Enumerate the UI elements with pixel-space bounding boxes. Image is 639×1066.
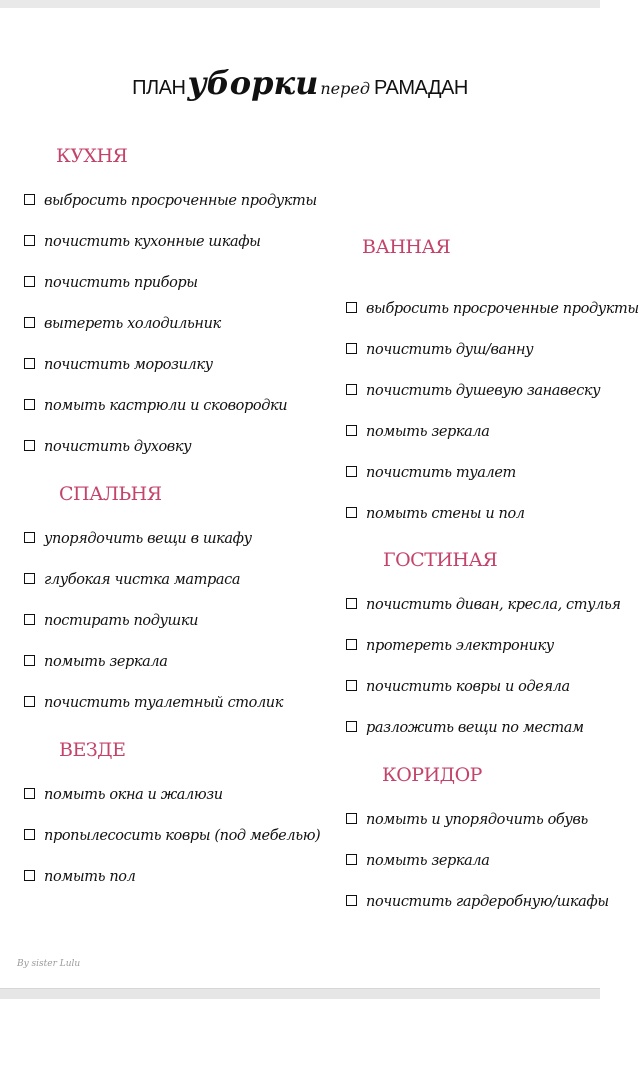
checkbox-icon[interactable] (24, 532, 35, 543)
checkbox-icon[interactable] (24, 399, 35, 410)
checklist-item-label: глубокая чистка матраса (44, 571, 241, 588)
checklist-item-label: почистить ковры и одеяла (366, 678, 570, 695)
checklist-item-label: помыть пол (44, 868, 136, 885)
checklist-item-label: почистить туалет (366, 464, 516, 481)
checkbox-icon[interactable] (346, 507, 357, 518)
page-title (0, 64, 600, 102)
checklist-item[interactable] (346, 666, 621, 707)
checklist-item[interactable] (24, 303, 317, 344)
checklist-item-label: почистить туалетный столик (44, 694, 283, 711)
checkbox-icon[interactable] (24, 696, 35, 707)
checklist-item[interactable] (24, 262, 317, 303)
checklist-item-label: протереть электронику (366, 637, 554, 654)
checklist-item[interactable] (346, 411, 639, 452)
checklist-item-label: почистить морозилку (44, 356, 213, 373)
checkbox-icon[interactable] (346, 680, 357, 691)
list-living-room (346, 584, 621, 748)
checkbox-icon[interactable] (24, 870, 35, 881)
checkbox-icon[interactable] (346, 639, 357, 650)
checklist-item[interactable] (24, 600, 283, 641)
checkbox-icon[interactable] (346, 721, 357, 732)
checklist-item-label: вытереть холодильник (44, 315, 221, 332)
checklist-item-label: помыть окна и жалюзи (44, 786, 223, 803)
checkbox-icon[interactable] (346, 302, 357, 313)
checklist-item-label: постирать подушки (44, 612, 199, 629)
checklist-item-label: почистить гардеробную/шкафы (366, 893, 609, 910)
checkbox-icon[interactable] (24, 573, 35, 584)
checklist-item[interactable] (24, 344, 317, 385)
section-title-corridor: КОРИДОР (382, 764, 482, 786)
checkbox-icon[interactable] (24, 358, 35, 369)
checkbox-icon[interactable] (24, 276, 35, 287)
checkbox-icon[interactable] (24, 235, 35, 246)
checkbox-icon[interactable] (346, 598, 357, 609)
checkbox-icon[interactable] (24, 317, 35, 328)
checklist-item-label: помыть и упорядочить обувь (366, 811, 588, 828)
title-part-plan: ПЛАН (132, 77, 186, 99)
checklist-item-label: пропылесосить ковры (под мебелью) (44, 827, 321, 844)
checkbox-icon[interactable] (346, 854, 357, 865)
checklist-item-label: выбросить просроченные продукты (366, 300, 639, 317)
checklist-item-label: помыть зеркала (44, 653, 168, 670)
checklist-item[interactable] (24, 682, 283, 723)
title-part-ramadan: РАМАДАН (373, 77, 468, 99)
checkbox-icon[interactable] (346, 425, 357, 436)
checkbox-icon[interactable] (346, 813, 357, 824)
checklist-item[interactable] (346, 493, 639, 534)
checklist-item-label: помыть кастрюли и сковородки (44, 397, 288, 414)
section-title-living-room: ГОСТИНАЯ (383, 549, 498, 571)
checklist-item-label: помыть стены и пол (366, 505, 525, 522)
title-part-cleaning: уборки (187, 64, 319, 102)
checklist-item-label: помыть зеркала (366, 423, 490, 440)
checklist-item[interactable] (346, 288, 639, 329)
checklist-item[interactable] (24, 641, 283, 682)
checkbox-icon[interactable] (24, 655, 35, 666)
section-title-bathroom: ВАННАЯ (362, 236, 451, 258)
section-title-bedroom: СПАЛЬНЯ (59, 483, 162, 505)
checklist-sheet[interactable] (0, 8, 639, 988)
checkbox-icon[interactable] (346, 384, 357, 395)
checklist-item[interactable] (346, 584, 621, 625)
checklist-item[interactable] (24, 180, 317, 221)
checkbox-icon[interactable] (24, 829, 35, 840)
checkbox-icon[interactable] (24, 440, 35, 451)
checkbox-icon[interactable] (24, 194, 35, 205)
checkbox-icon[interactable] (346, 895, 357, 906)
title-part-before: перед (320, 79, 370, 98)
checklist-item[interactable] (346, 840, 609, 881)
checklist-item[interactable] (24, 815, 320, 856)
checklist-item[interactable] (24, 385, 317, 426)
checklist-item-label: почистить кухонные шкафы (44, 233, 261, 250)
checklist-item[interactable] (346, 452, 639, 493)
list-bedroom (24, 518, 283, 723)
checklist-item[interactable] (24, 774, 320, 815)
list-corridor (346, 799, 609, 922)
checklist-item[interactable] (24, 426, 317, 467)
checklist-item[interactable] (346, 625, 621, 666)
checklist-item[interactable] (346, 370, 639, 411)
bottom-scroll-edge (0, 988, 600, 999)
list-kitchen (24, 180, 317, 467)
checklist-item[interactable] (24, 559, 283, 600)
checklist-item-label: упорядочить вещи в шкафу (44, 530, 252, 547)
checklist-item-label: почистить душ/ванну (366, 341, 534, 358)
checklist-item-label: почистить диван, кресла, стулья (366, 596, 621, 613)
list-everywhere (24, 774, 320, 897)
checklist-item-label: почистить духовку (44, 438, 192, 455)
checkbox-icon[interactable] (24, 614, 35, 625)
checklist-item[interactable] (346, 799, 609, 840)
checklist-item-label: помыть зеркала (366, 852, 490, 869)
checkbox-icon[interactable] (24, 788, 35, 799)
checkbox-icon[interactable] (346, 466, 357, 477)
checklist-item-label: почистить приборы (44, 274, 198, 291)
checklist-item[interactable] (346, 329, 639, 370)
checklist-item-label: выбросить просроченные продукты (44, 192, 317, 209)
section-title-kitchen: КУХНЯ (56, 145, 128, 167)
checklist-item[interactable] (24, 856, 320, 897)
checklist-item[interactable] (24, 221, 317, 262)
author-credit: By sister Lulu (17, 959, 81, 969)
section-title-everywhere: ВЕЗДЕ (59, 739, 126, 761)
checkbox-icon[interactable] (346, 343, 357, 354)
checklist-item-label: почистить душевую занавеску (366, 382, 601, 399)
checklist-item[interactable] (346, 881, 609, 922)
checklist-item[interactable] (346, 707, 621, 748)
list-bathroom (346, 288, 639, 534)
checklist-item[interactable] (24, 518, 283, 559)
checklist-item-label: разложить вещи по местам (366, 719, 584, 736)
